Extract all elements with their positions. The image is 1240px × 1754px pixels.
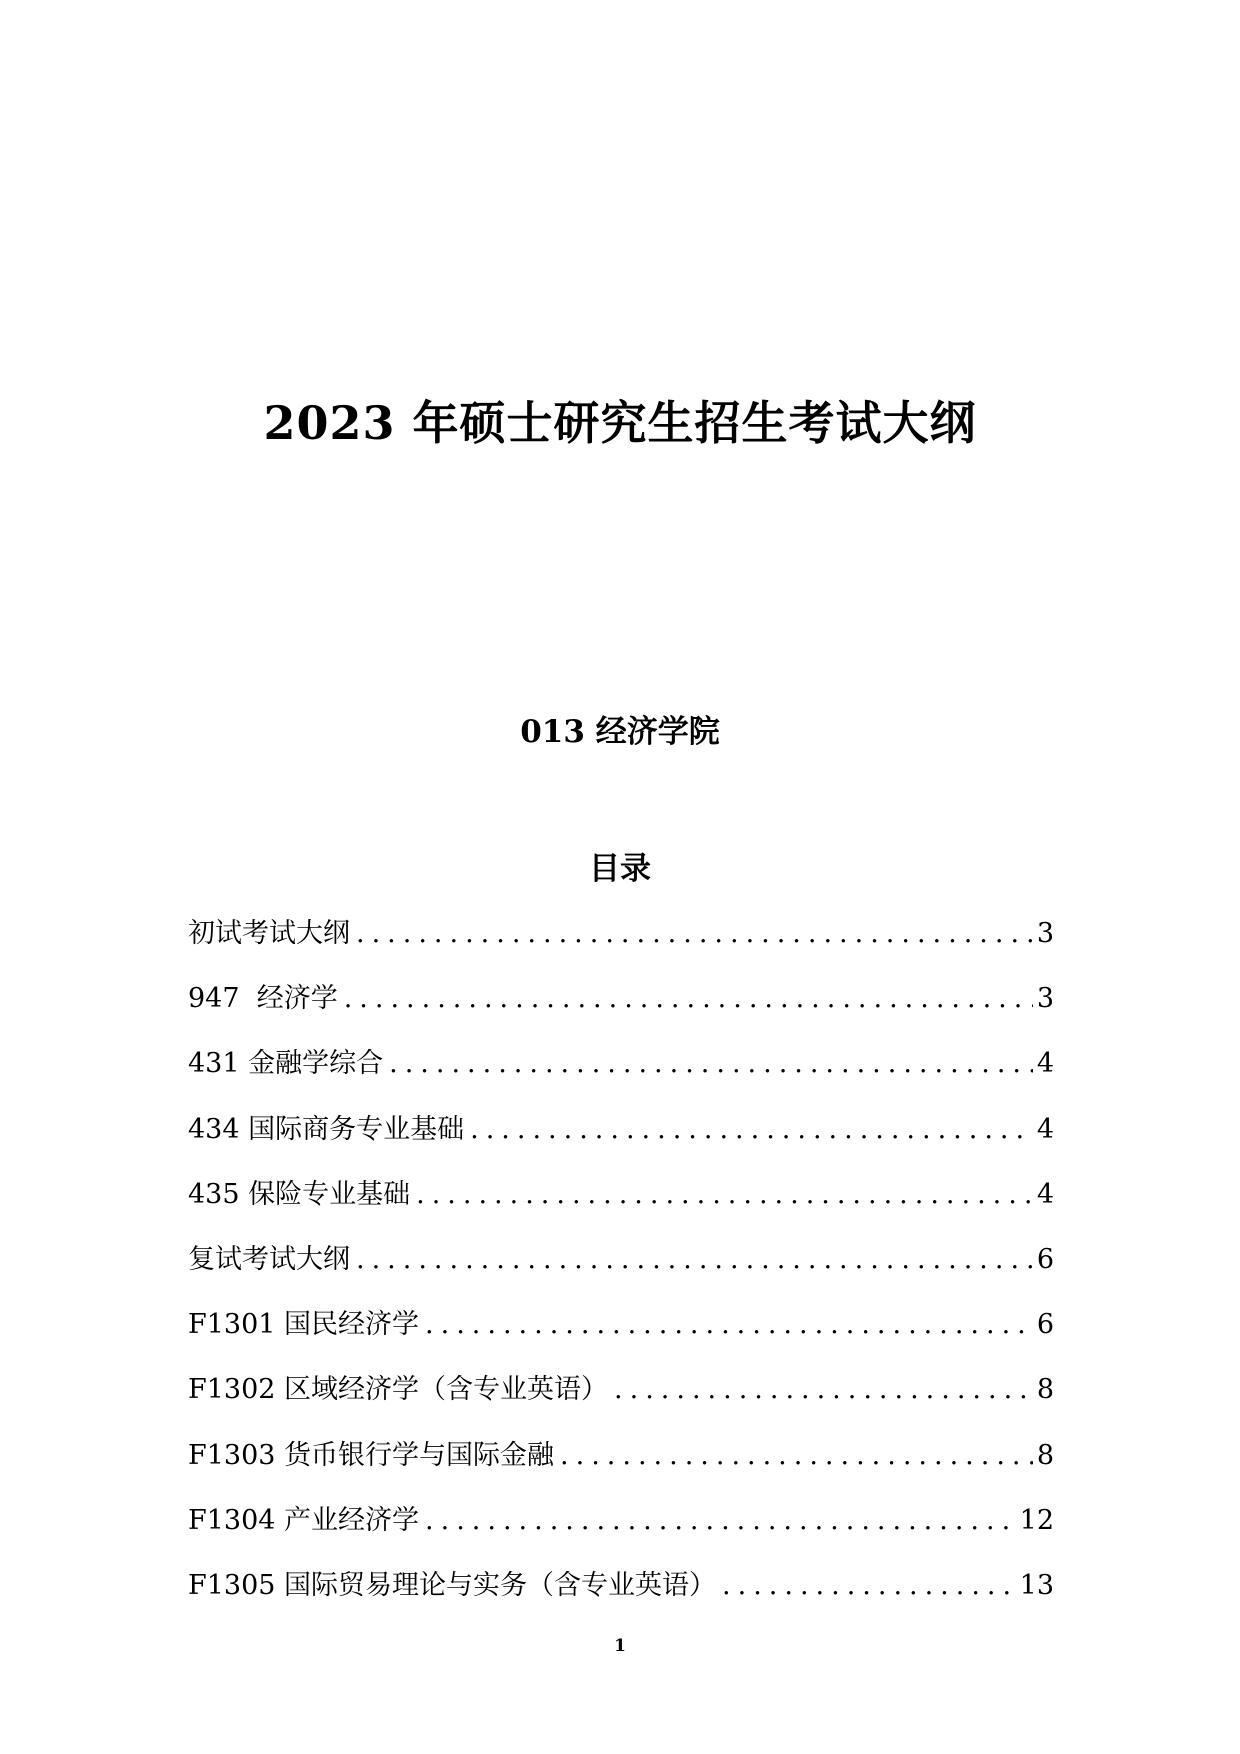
toc-dot-leader [356, 1238, 1033, 1282]
toc-heading: 目录 [589, 851, 651, 887]
toc-entry[interactable] [188, 1303, 1054, 1368]
toc-dot-leader [389, 1042, 1033, 1086]
toc-entry-label: F1303 货币银行学与国际金融 [188, 1439, 555, 1471]
toc-dot-leader [425, 1499, 1016, 1543]
toc-entry[interactable] [188, 912, 1054, 977]
toc-entry[interactable] [188, 1434, 1054, 1499]
toc-dot-leader [425, 1303, 1033, 1347]
page-number: 1 [614, 1636, 626, 1656]
toc-dot-leader [614, 1368, 1033, 1412]
toc-dot-leader [722, 1564, 1016, 1608]
toc-entry[interactable] [188, 1368, 1054, 1433]
toc-entry-page: 12 [1019, 1504, 1054, 1536]
toc-dot-leader [470, 1108, 1033, 1152]
toc-entry[interactable] [188, 1238, 1054, 1303]
toc-entry-page: 8 [1036, 1439, 1054, 1471]
toc-entry-label: 434 国际商务专业基础 [188, 1113, 465, 1145]
document-title: 2023 年硕士研究生招生考试大纲 [263, 396, 977, 450]
toc-entry[interactable] [188, 1173, 1054, 1238]
toc-entry-page: 4 [1036, 1113, 1054, 1145]
toc-dot-leader [344, 977, 1033, 1021]
toc-entry-label: 435 保险专业基础 [188, 1178, 411, 1210]
toc-entry-label: F1301 国民经济学 [188, 1309, 420, 1341]
toc-entry-page: 8 [1036, 1374, 1054, 1406]
toc-dot-leader [356, 912, 1033, 956]
toc-entry-page: 4 [1036, 1048, 1054, 1080]
toc-entry[interactable] [188, 977, 1054, 1042]
toc-dot-leader [560, 1434, 1033, 1478]
toc-entry[interactable] [188, 1499, 1054, 1564]
toc-entry-page: 4 [1036, 1178, 1054, 1210]
toc-entry-page: 6 [1036, 1309, 1054, 1341]
toc-entry-page: 6 [1036, 1243, 1054, 1275]
toc-entry-label: 947 经济学 [188, 983, 338, 1015]
toc-dot-leader [416, 1173, 1033, 1217]
toc-entry-page: 3 [1036, 918, 1054, 949]
school-title: 013 经济学院 [520, 714, 720, 750]
toc-entry[interactable] [188, 1042, 1054, 1107]
toc-entry-label: F1302 区域经济学（含专业英语） [188, 1374, 609, 1406]
toc-entry-label: 复试考试大纲 [188, 1243, 350, 1275]
table-of-contents [188, 912, 1054, 1629]
toc-entry-label: F1305 国际贸易理论与实务（含专业英语） [188, 1569, 717, 1601]
toc-entry[interactable] [188, 1564, 1054, 1629]
toc-entry-label: F1304 产业经济学 [188, 1504, 420, 1536]
toc-entry-label: 初试考试大纲 [188, 918, 350, 949]
toc-entry-page: 3 [1036, 983, 1054, 1015]
toc-entry-label: 431 金融学综合 [188, 1048, 384, 1080]
toc-entry-page: 13 [1019, 1569, 1054, 1601]
toc-entry[interactable] [188, 1108, 1054, 1173]
